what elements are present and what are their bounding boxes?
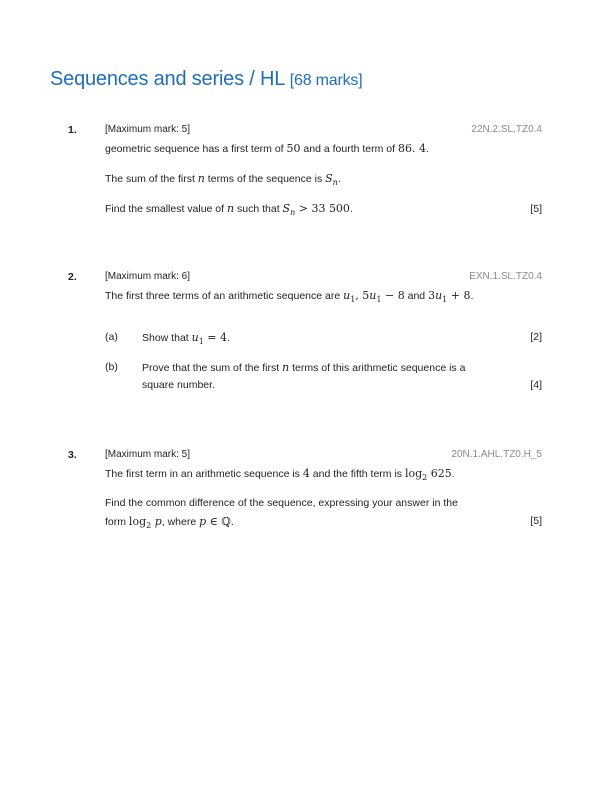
part-mark: [4] — [530, 379, 542, 391]
page-title — [50, 68, 362, 91]
question-code: 22N.2.SL.TZ0.4 — [471, 124, 542, 135]
question-text: The sum of the first n terms of the sequence is $S_n$. — [105, 172, 341, 188]
total-marks: [68 marks] — [289, 72, 363, 89]
question-task: Find the common difference of the sequence, expressing your answer in the — [105, 497, 458, 509]
question-code: EXN.1.SL.TZ0.4 — [469, 271, 542, 282]
question-stem: geometric sequence has a first term of 50 and a fourth term of 86. 4. — [105, 142, 429, 155]
title-text: Sequences and series / HL — [50, 68, 285, 90]
max-mark: [Maximum mark: 6] — [105, 271, 191, 282]
question-stem: The first three terms of an arithmetic sequence are $u_1$, $5u_1 - 8$ and $3u_1 + 8$. — [105, 289, 474, 305]
question-number: 2. — [68, 271, 77, 283]
part-mark: [5] — [530, 515, 542, 527]
part-b-text: Prove that the sum of the first n terms of this arithmetic sequence is a — [142, 361, 466, 374]
question-number: 3. — [68, 449, 77, 461]
question-number: 1. — [68, 124, 77, 136]
part-b-text-cont: square number. — [142, 379, 215, 391]
part-mark: [2] — [530, 331, 542, 343]
question-task-cont: form $\log_2 p$, where p ∈ ℚ. — [105, 515, 234, 531]
question-stem: The first term in an arithmetic sequence is 4 and the fifth term is $\log_2 625$. — [105, 467, 455, 483]
part-mark: [5] — [530, 203, 542, 215]
part-label: (a) — [105, 331, 118, 343]
question-code: 20N.1.AHL.TZ0.H_5 — [451, 449, 542, 460]
max-mark: [Maximum mark: 5] — [105, 124, 191, 135]
question-task: Find the smallest value of n such that $S_n > 33$ 500. — [105, 202, 353, 218]
part-a-text: Show that $u_1 = 4$. — [142, 331, 230, 347]
part-label: (b) — [105, 361, 118, 373]
max-mark: [Maximum mark: 5] — [105, 449, 191, 460]
